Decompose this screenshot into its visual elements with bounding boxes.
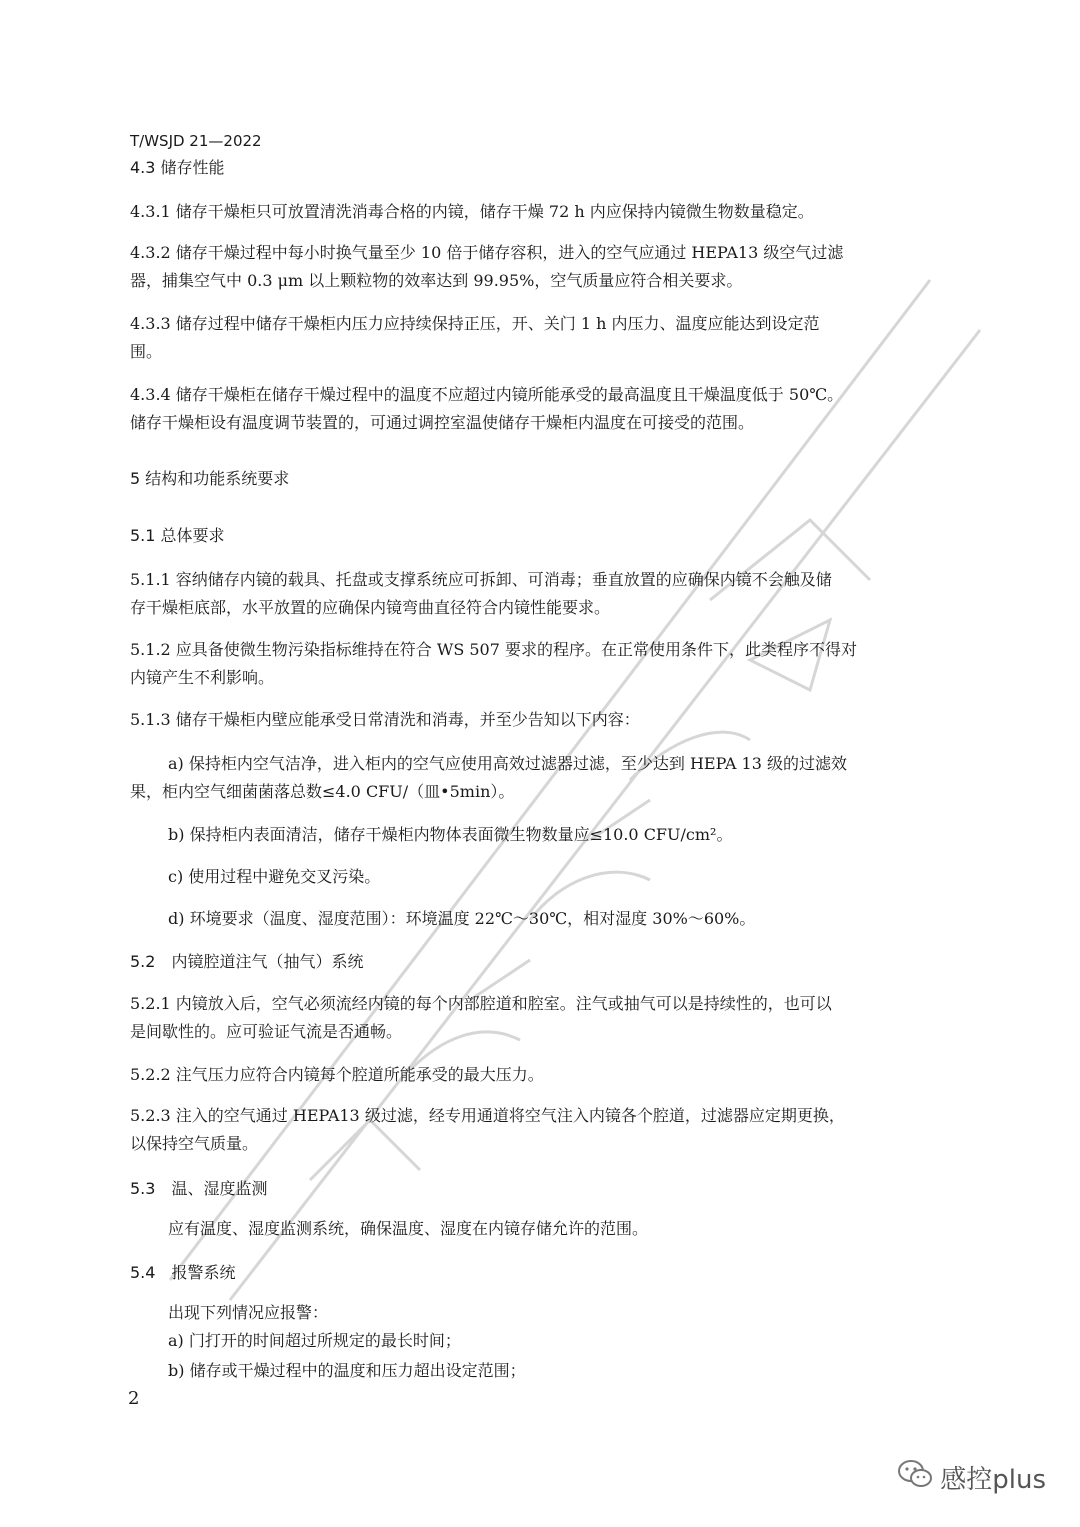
para-5-1-2-line2: 内镜产生不利影响。: [130, 668, 275, 687]
section-5-3-title: 5.3 温、湿度监测: [130, 1179, 268, 1198]
para-4-3-4-line2: 储存干燥柜设有温度调节装置的，可通过调控室温使储存干燥柜内温度在可接受的范围。: [130, 413, 755, 432]
para-5-1-1-line1: 5.1.1 容纳储存内镜的载具、托盘或支撑系统应可拆卸、可消毒；垂直放置的应确保内镜不会触及储: [130, 570, 832, 589]
list-item-5-1-3-a-line1: a) 保持柜内空气洁净，进入柜内的空气应使用高效过滤器过滤，至少达到 HEPA 13 级的过滤效: [168, 754, 847, 773]
para-5-2-3-line2: 以保持空气质量。: [130, 1134, 259, 1153]
section-5-1-title: 5.1 总体要求: [130, 526, 225, 545]
section-5-4-title: 5.4 报警系统: [130, 1263, 236, 1282]
para-5-2-1-line1: 5.2.1 内镜放入后，空气必须流经内镜的每个内部腔道和腔室。注气或抽气可以是持续性的，也可以: [130, 994, 832, 1013]
para-5-2-1-line2: 是间歇性的。应可验证气流是否通畅。: [130, 1022, 403, 1041]
list-item-5-4-b: b) 储存或干燥过程中的温度和压力超出设定范围；: [168, 1361, 526, 1380]
para-4-3-3-line2: 围。: [130, 342, 163, 361]
para-4-3-2-line1: 4.3.2 储存干燥过程中每小时换气量至少 10 倍于储存容积，进入的空气应通过 HEPA13 级空气过滤: [130, 243, 844, 262]
para-5-1-3: 5.1.3 储存干燥柜内壁应能承受日常清洗和消毒，并至少告知以下内容：: [130, 710, 640, 729]
list-item-5-1-3-a-line2: 果，柜内空气细菌菌落总数≤4.0 CFU/（皿•5min）。: [130, 782, 515, 801]
list-item-5-1-3-c: c) 使用过程中避免交叉污染。: [168, 867, 381, 886]
para-5-4-body: 出现下列情况应报警：: [168, 1303, 329, 1322]
para-4-3-1: 4.3.1 储存干燥柜只可放置清洗消毒合格的内镜，储存干燥 72 h 内应保持内镜微生物数量稳定。: [130, 202, 814, 221]
para-5-1-2-line1: 5.1.2 应具备使微生物污染指标维持在符合 WS 507 要求的程序。在正常使用条件下，此类程序不得对: [130, 640, 858, 659]
doc-code: T/WSJD 21—2022: [130, 132, 262, 150]
list-item-5-4-a: a) 门打开的时间超过所规定的最长时间；: [168, 1331, 461, 1350]
para-5-2-3-line1: 5.2.3 注入的空气通过 HEPA13 级过滤，经专用通道将空气注入内镜各个腔道，过滤器应定期更换，: [130, 1106, 845, 1125]
page-number: 2: [128, 1388, 140, 1409]
brand-name: 感控plus: [940, 1465, 1046, 1495]
para-5-2-2: 5.2.2 注气压力应符合内镜每个腔道所能承受的最大压力。: [130, 1065, 544, 1084]
para-4-3-2-line2: 器，捕集空气中 0.3 μm 以上颗粒物的效率达到 99.95%，空气质量应符合相关要求。: [130, 271, 743, 290]
para-5-3-body: 应有温度、湿度监测系统，确保温度、湿度在内镜存储允许的范围。: [168, 1219, 649, 1238]
section-5-title: 5 结构和功能系统要求: [130, 469, 290, 488]
section-5-2-title: 5.2 内镜腔道注气（抽气）系统: [130, 952, 364, 971]
para-4-3-4-line1: 4.3.4 储存干燥柜在储存干燥过程中的温度不应超过内镜所能承受的最高温度且干燥温度低于 50℃。: [130, 385, 844, 404]
wechat-icon: [896, 1458, 934, 1497]
section-4-3-title: 4.3 储存性能: [130, 158, 225, 177]
para-5-1-1-line2: 存干燥柜底部，水平放置的应确保内镜弯曲直径符合内镜性能要求。: [130, 598, 611, 617]
list-item-5-1-3-d: d) 环境要求（温度、湿度范围）：环境温度 22℃～30℃，相对湿度 30%～60%。: [168, 909, 756, 928]
brand-badge: [896, 1458, 1046, 1497]
para-4-3-3-line1: 4.3.3 储存过程中储存干燥柜内压力应持续保持正压，开、关门 1 h 内压力、温度应能达到设定范: [130, 314, 820, 333]
list-item-5-1-3-b: b) 保持柜内表面清洁，储存干燥柜内物体表面微生物数量应≤10.0 CFU/cm²。: [168, 825, 733, 844]
